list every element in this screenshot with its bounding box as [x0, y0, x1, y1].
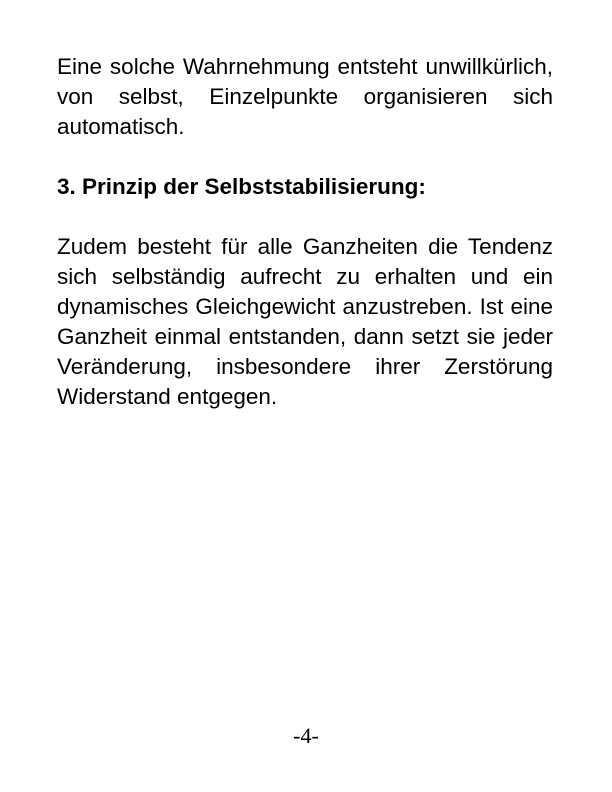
paragraph-perception: Eine solche Wahrnehmung entsteht unwillkürlich, von selbst, Einzelpunkte organisieren sich automatisch.	[57, 54, 553, 139]
paragraph-self-stabilization: Zudem besteht für alle Ganzheiten die Tendenz sich selbständig aufrecht zu erhalten und ein dynamisches Gleichgewicht anzustreben. Ist eine Ganzheit einmal entstanden, dann setzt sie jeder Veränderung, insbesondere ihrer Zerstörung Widerstand entgegen.	[57, 234, 553, 409]
section-heading: 3. Prinzip der Selbststabilisierung:	[57, 174, 426, 199]
page-body	[57, 52, 553, 412]
spacer	[57, 202, 553, 232]
spacer	[57, 142, 553, 172]
page-number: -4-	[293, 723, 319, 748]
